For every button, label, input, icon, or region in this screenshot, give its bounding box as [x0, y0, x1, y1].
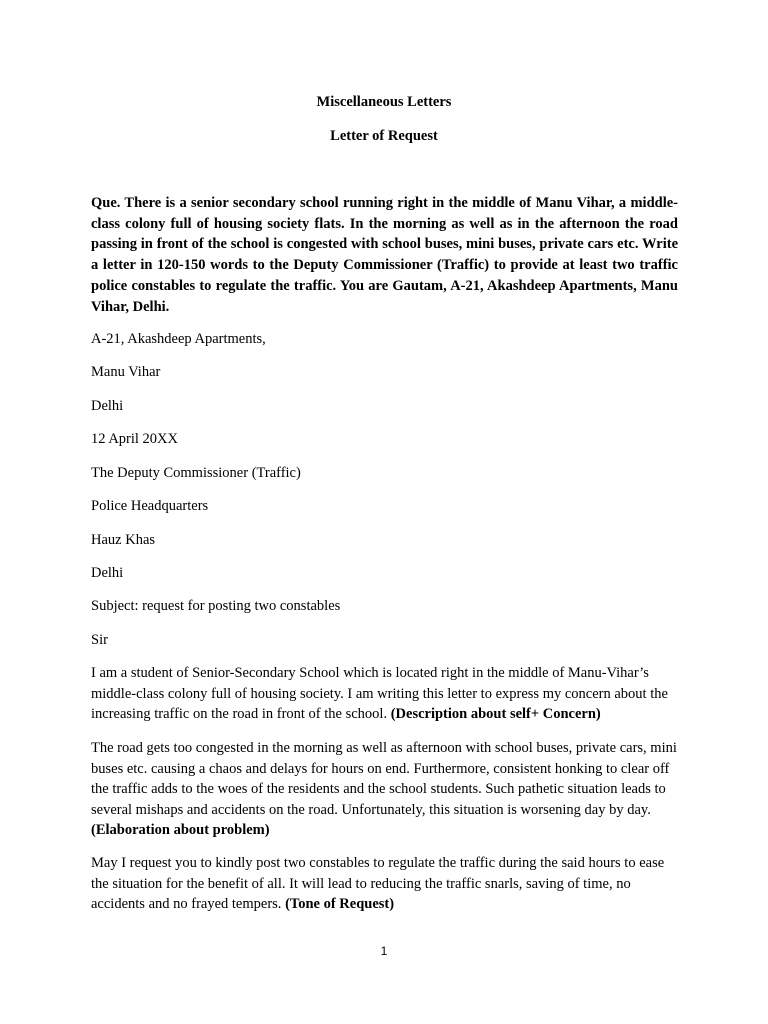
- document-heading: Miscellaneous Letters: [316, 94, 452, 110]
- body-paragraph-tag: (Tone of Request): [285, 896, 395, 912]
- body-paragraph-2: [91, 738, 683, 841]
- body-paragraph-text: May I request you to kindly post two constables to regulate the traffic during the said hours to ease the situation for the benefit of all. It will lead to reducing the traffic snarls, saving of time, no accidents and no frayed tempers.: [91, 855, 665, 912]
- recipient-address-line-3: Hauz Khas: [91, 532, 156, 548]
- recipient-address-line-2: Police Headquarters: [91, 498, 209, 514]
- recipient-address-line-4: Delhi: [91, 565, 124, 581]
- letter-subject: Subject: request for posting two constables: [91, 598, 341, 614]
- letter-salutation: Sir: [91, 632, 108, 648]
- question-text: Que. There is a senior secondary school running right in the middle of Manu Vihar, a middle-class colony full of housing society flats. In the morning as well as in the afternoon the road passing in front of the school is congested with school buses, mini buses, private cars etc. Write a letter in 120-150 words to the Deputy Commissioner (Traffic) to provide at least two traffic police constables to regulate the traffic. You are Gautam, A-21, Akashdeep Apartments, Manu Vihar, Delhi.: [91, 195, 678, 315]
- body-paragraph-tag: (Description about self+ Concern): [390, 706, 601, 722]
- sender-address-line-3: Delhi: [91, 398, 124, 414]
- body-paragraph-3: [91, 853, 683, 915]
- sender-address-line-1: A-21, Akashdeep Apartments,: [91, 331, 266, 347]
- page-number: 1: [380, 944, 388, 958]
- body-paragraph-text: I am a student of Senior-Secondary School which is located right in the middle of Manu-Vihar’s middle-class colony full of housing society. I am writing this letter to express my concern about the increasing traffic on the road in front of the school.: [91, 665, 668, 722]
- letter-date: 12 April 20XX: [91, 431, 178, 447]
- body-paragraph-tag: (Elaboration about problem): [91, 822, 270, 838]
- recipient-address-line-1: The Deputy Commissioner (Traffic): [91, 465, 301, 481]
- document-subheading: Letter of Request: [330, 128, 438, 144]
- sender-address-line-2: Manu Vihar: [91, 364, 161, 380]
- body-paragraph-1: [91, 663, 683, 725]
- body-paragraph-text: The road gets too congested in the morning as well as afternoon with school buses, private cars, mini buses etc. causing a chaos and delays for hours on end. Furthermore, consistent honking to clear off the traffic adds to the woes of the residents and the school students. Such pathetic situation leads to several mishaps and accidents on the road. Unfortunately, this situation is worsening day by day.: [91, 740, 677, 818]
